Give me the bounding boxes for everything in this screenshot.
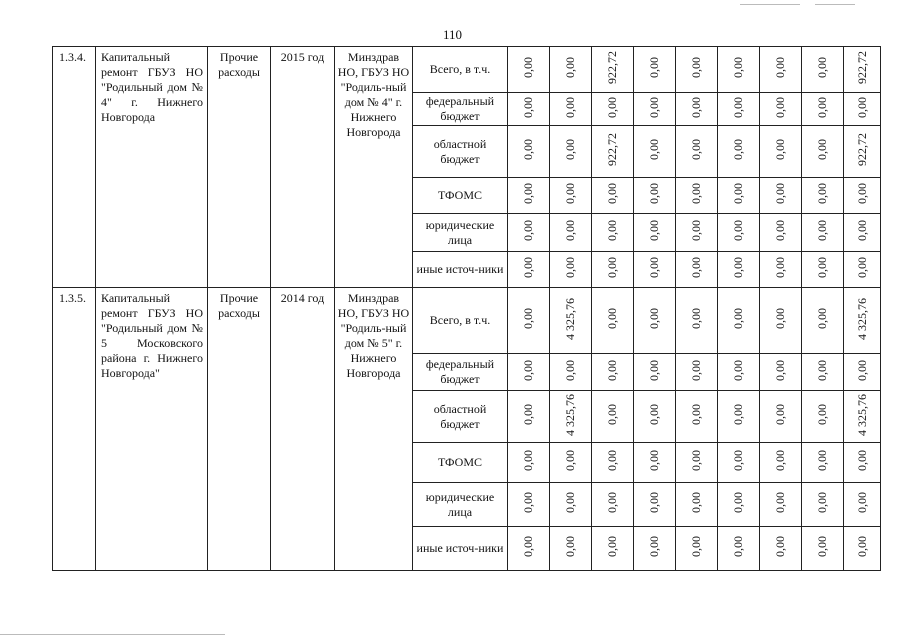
scan-line: [740, 4, 800, 5]
funding-source-label: юридические лица: [413, 214, 508, 252]
value-cell: [550, 527, 592, 571]
value-cell: [760, 126, 802, 178]
value-text: 0,00: [773, 220, 787, 241]
value-text: 0,00: [854, 220, 869, 241]
value-cell: [844, 126, 881, 178]
value-cell: [844, 178, 881, 214]
value-text: 0,00: [815, 536, 829, 557]
value-cell: [718, 527, 760, 571]
value-cell: [718, 288, 760, 354]
value-text: 0,00: [689, 220, 703, 241]
item-year: 2014 год: [271, 288, 335, 571]
value-text: 0,00: [605, 220, 619, 241]
value-cell: [760, 527, 802, 571]
value-cell: [508, 527, 550, 571]
value-text: 0,00: [815, 139, 829, 160]
value-cell: [592, 288, 634, 354]
item-code: 1.3.5.: [53, 288, 96, 571]
value-cell: [676, 252, 718, 288]
value-text: 0,00: [689, 96, 703, 118]
value-text: 0,00: [521, 257, 535, 278]
value-text: 0,00: [647, 359, 661, 381]
value-text: 0,00: [731, 139, 745, 160]
item-name: Капитальный ремонт ГБУЗ НО "Родильный дом № 5 Московского района г. Нижнего Новгорода": [96, 288, 208, 571]
value-text: 922,72: [854, 133, 869, 166]
value-text: 0,00: [773, 404, 787, 425]
value-cell: [718, 483, 760, 527]
value-text: 0,00: [563, 492, 577, 513]
value-cell: [508, 47, 550, 93]
value-text: 0,00: [815, 220, 829, 241]
value-cell: [760, 93, 802, 126]
value-cell: [592, 391, 634, 443]
value-text: 0,00: [521, 96, 535, 118]
funding-source-label: ТФОМС: [413, 443, 508, 483]
value-cell: [718, 391, 760, 443]
value-cell: [718, 214, 760, 252]
value-cell: [676, 47, 718, 93]
value-cell: [550, 47, 592, 93]
value-text: 0,00: [815, 183, 829, 204]
value-cell: [760, 252, 802, 288]
item-name: Капитальный ремонт ГБУЗ НО "Родильный дом № 4" г. Нижнего Новгорода: [96, 47, 208, 288]
value-cell: [550, 391, 592, 443]
value-cell: [802, 47, 844, 93]
value-cell: [844, 443, 881, 483]
value-cell: [550, 214, 592, 252]
value-cell: [508, 288, 550, 354]
value-text: 4 325,76: [854, 393, 869, 436]
value-text: 0,00: [689, 257, 703, 278]
scan-line: [0, 634, 225, 635]
value-text: 0,00: [731, 404, 745, 425]
value-text: 0,00: [563, 359, 577, 381]
value-text: 0,00: [605, 96, 619, 118]
value-text: 0,00: [605, 183, 619, 204]
value-cell: [844, 214, 881, 252]
value-text: 0,00: [731, 257, 745, 278]
value-cell: [676, 354, 718, 391]
value-cell: [508, 391, 550, 443]
value-text: 0,00: [563, 220, 577, 241]
table-row: [53, 288, 881, 354]
value-cell: [760, 178, 802, 214]
value-text: 0,00: [773, 308, 787, 329]
budget-table: [52, 46, 881, 571]
funding-source-label: иные источ-ники: [413, 252, 508, 288]
value-text: 0,00: [815, 257, 829, 278]
value-text: 0,00: [605, 404, 619, 425]
value-text: 0,00: [521, 139, 535, 160]
value-text: 0,00: [689, 57, 703, 78]
value-cell: [844, 47, 881, 93]
value-text: 0,00: [731, 450, 745, 471]
value-cell: [508, 443, 550, 483]
value-cell: [592, 214, 634, 252]
value-text: 0,00: [647, 404, 661, 425]
value-text: 0,00: [773, 183, 787, 204]
value-text: 0,00: [563, 96, 577, 118]
value-text: 0,00: [521, 404, 535, 425]
funding-source-label: областной бюджет: [413, 391, 508, 443]
value-text: 4 325,76: [563, 297, 577, 340]
value-text: 0,00: [815, 492, 829, 513]
value-cell: [718, 252, 760, 288]
value-text: 0,00: [563, 536, 577, 557]
value-cell: [592, 443, 634, 483]
value-text: 0,00: [521, 308, 535, 329]
value-text: 0,00: [854, 492, 869, 513]
value-cell: [844, 391, 881, 443]
value-text: 0,00: [773, 359, 787, 381]
item-executor: Минздрав НО, ГБУЗ НО "Родиль-ный дом № 4" г. Нижнего Новгорода: [335, 47, 413, 288]
value-cell: [634, 252, 676, 288]
value-cell: [718, 354, 760, 391]
value-cell: [550, 252, 592, 288]
value-cell: [634, 126, 676, 178]
value-text: 0,00: [647, 139, 661, 160]
value-cell: [676, 126, 718, 178]
value-cell: [508, 93, 550, 126]
value-cell: [592, 93, 634, 126]
value-cell: [802, 354, 844, 391]
value-cell: [760, 47, 802, 93]
value-cell: [718, 178, 760, 214]
value-cell: [634, 288, 676, 354]
page-number: 110: [442, 27, 463, 42]
value-text: 0,00: [689, 183, 703, 204]
value-text: 0,00: [731, 183, 745, 204]
value-cell: [592, 483, 634, 527]
value-cell: [550, 483, 592, 527]
value-text: 4 325,76: [563, 393, 577, 436]
value-cell: [634, 93, 676, 126]
funding-source-label: ТФОМС: [413, 178, 508, 214]
value-text: 922,72: [605, 133, 619, 166]
value-text: 0,00: [773, 257, 787, 278]
value-text: 0,00: [605, 450, 619, 471]
expense-type: Прочие расходы: [208, 47, 271, 288]
value-cell: [508, 126, 550, 178]
value-text: 0,00: [773, 450, 787, 471]
value-cell: [634, 178, 676, 214]
value-text: 0,00: [773, 57, 787, 78]
value-text: 0,00: [647, 308, 661, 329]
value-cell: [634, 483, 676, 527]
value-cell: [844, 252, 881, 288]
item-code: 1.3.4.: [53, 47, 96, 288]
value-cell: [634, 47, 676, 93]
value-text: 0,00: [815, 359, 829, 381]
funding-source-label: Всего, в т.ч.: [413, 288, 508, 354]
value-text: 922,72: [605, 51, 619, 84]
value-text: 0,00: [815, 57, 829, 78]
value-cell: [844, 527, 881, 571]
value-cell: [550, 178, 592, 214]
value-text: 0,00: [815, 308, 829, 329]
value-cell: [760, 391, 802, 443]
value-cell: [802, 126, 844, 178]
value-text: 0,00: [605, 257, 619, 278]
value-text: 0,00: [854, 450, 869, 471]
value-cell: [634, 527, 676, 571]
value-text: 0,00: [731, 359, 745, 381]
value-text: 0,00: [731, 57, 745, 78]
value-cell: [550, 354, 592, 391]
value-text: 0,00: [854, 257, 869, 278]
value-cell: [508, 178, 550, 214]
value-cell: [592, 126, 634, 178]
value-cell: [760, 354, 802, 391]
value-cell: [676, 391, 718, 443]
value-cell: [676, 443, 718, 483]
value-text: 0,00: [647, 57, 661, 78]
value-cell: [802, 214, 844, 252]
value-cell: [718, 47, 760, 93]
value-text: 0,00: [563, 57, 577, 78]
value-cell: [802, 93, 844, 126]
value-text: 0,00: [773, 536, 787, 557]
value-cell: [634, 214, 676, 252]
value-text: 0,00: [731, 220, 745, 241]
value-text: 0,00: [563, 183, 577, 204]
value-text: 0,00: [854, 183, 869, 204]
value-cell: [844, 288, 881, 354]
value-text: 0,00: [605, 308, 619, 329]
value-cell: [802, 288, 844, 354]
value-cell: [676, 93, 718, 126]
value-text: 0,00: [521, 220, 535, 241]
value-cell: [844, 354, 881, 391]
value-cell: [760, 443, 802, 483]
item-year: 2015 год: [271, 47, 335, 288]
value-cell: [718, 443, 760, 483]
value-text: 0,00: [854, 536, 869, 557]
value-cell: [718, 126, 760, 178]
value-text: 0,00: [647, 183, 661, 204]
value-cell: [760, 214, 802, 252]
value-text: 0,00: [521, 359, 535, 381]
funding-source-label: федеральный бюджет: [413, 93, 508, 126]
value-cell: [802, 443, 844, 483]
value-cell: [802, 391, 844, 443]
value-cell: [844, 483, 881, 527]
value-text: 0,00: [521, 183, 535, 204]
value-text: 0,00: [563, 257, 577, 278]
item-executor: Минздрав НО, ГБУЗ НО "Родиль-ный дом № 5" г. Нижнего Новгорода: [335, 288, 413, 571]
value-text: 0,00: [647, 220, 661, 241]
value-text: 0,00: [521, 450, 535, 471]
value-text: 0,00: [563, 139, 577, 160]
value-text: 4 325,76: [854, 297, 869, 340]
value-cell: [718, 93, 760, 126]
value-cell: [508, 483, 550, 527]
value-text: 0,00: [647, 96, 661, 118]
value-cell: [550, 126, 592, 178]
value-cell: [802, 252, 844, 288]
expense-type: Прочие расходы: [208, 288, 271, 571]
table-row: [53, 47, 881, 93]
value-cell: [592, 47, 634, 93]
funding-source-label: иные источ-ники: [413, 527, 508, 571]
value-cell: [508, 354, 550, 391]
value-cell: [592, 252, 634, 288]
value-text: 0,00: [689, 139, 703, 160]
funding-source-label: федеральный бюджет: [413, 354, 508, 391]
value-text: 0,00: [773, 96, 787, 118]
value-text: 0,00: [815, 96, 829, 118]
value-text: 0,00: [731, 308, 745, 329]
value-cell: [634, 443, 676, 483]
value-text: 0,00: [605, 359, 619, 381]
value-text: 0,00: [731, 96, 745, 118]
value-text: 0,00: [854, 96, 869, 118]
value-text: 0,00: [647, 450, 661, 471]
value-cell: [592, 178, 634, 214]
value-text: 0,00: [689, 404, 703, 425]
value-cell: [592, 354, 634, 391]
value-cell: [676, 178, 718, 214]
value-cell: [550, 93, 592, 126]
value-cell: [550, 443, 592, 483]
value-text: 0,00: [605, 492, 619, 513]
value-text: 0,00: [521, 57, 535, 78]
value-text: 0,00: [521, 536, 535, 557]
scan-line: [815, 4, 855, 5]
value-cell: [802, 178, 844, 214]
value-cell: [676, 527, 718, 571]
value-text: 0,00: [773, 492, 787, 513]
value-text: 0,00: [689, 536, 703, 557]
value-text: 0,00: [689, 450, 703, 471]
value-text: 0,00: [605, 536, 619, 557]
value-text: 0,00: [815, 450, 829, 471]
value-cell: [676, 288, 718, 354]
value-cell: [760, 483, 802, 527]
funding-source-label: юридические лица: [413, 483, 508, 527]
value-cell: [634, 354, 676, 391]
value-cell: [802, 527, 844, 571]
value-text: 0,00: [563, 450, 577, 471]
value-cell: [802, 483, 844, 527]
value-text: 0,00: [815, 404, 829, 425]
value-text: 0,00: [521, 492, 535, 513]
value-cell: [760, 288, 802, 354]
value-text: 0,00: [854, 359, 869, 381]
value-text: 0,00: [689, 308, 703, 329]
value-text: 0,00: [689, 359, 703, 381]
funding-source-label: Всего, в т.ч.: [413, 47, 508, 93]
value-cell: [550, 288, 592, 354]
value-cell: [592, 527, 634, 571]
value-text: 0,00: [647, 257, 661, 278]
value-cell: [844, 93, 881, 126]
value-text: 922,72: [854, 51, 869, 84]
value-text: 0,00: [731, 536, 745, 557]
value-text: 0,00: [647, 536, 661, 557]
value-cell: [634, 391, 676, 443]
value-cell: [508, 214, 550, 252]
value-text: 0,00: [773, 139, 787, 160]
value-cell: [508, 252, 550, 288]
value-text: 0,00: [731, 492, 745, 513]
value-text: 0,00: [689, 492, 703, 513]
funding-source-label: областной бюджет: [413, 126, 508, 178]
value-cell: [676, 214, 718, 252]
value-cell: [676, 483, 718, 527]
value-text: 0,00: [647, 492, 661, 513]
